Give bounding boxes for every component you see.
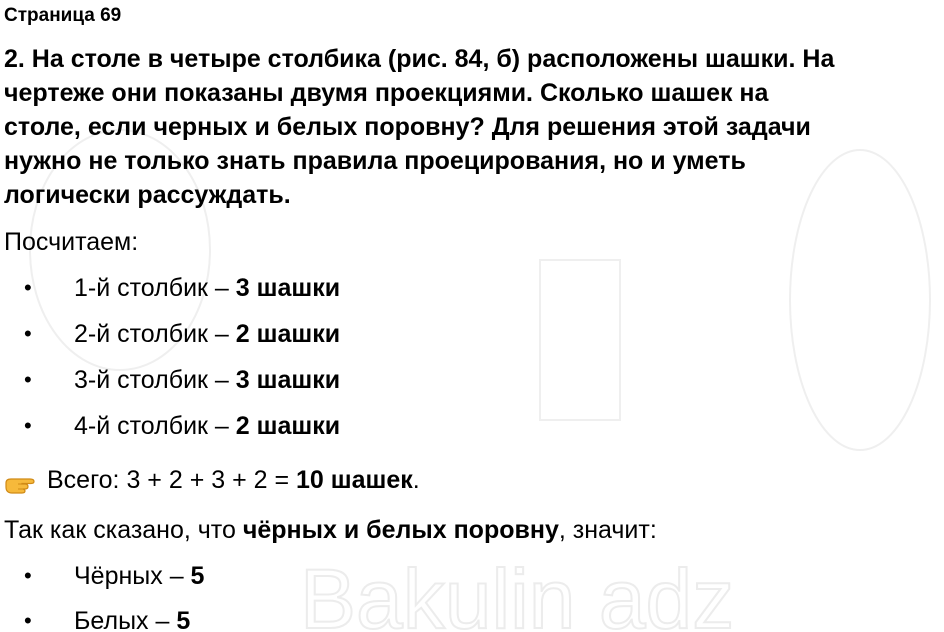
- column-label: 2-й столбик –: [74, 320, 236, 348]
- list-item-text: [74, 272, 340, 304]
- result-value: 5: [176, 607, 191, 632]
- total-line: [4, 463, 420, 497]
- task-line: 2. На столе в четыре столбика (рис. 84, б) расположены шашки. На: [4, 45, 835, 73]
- total-suffix: .: [412, 466, 420, 494]
- task-line: логически рассуждать.: [4, 181, 291, 209]
- conclusion-prefix: Так как сказано, что: [4, 516, 243, 544]
- conclusion-text: [4, 514, 657, 546]
- bullet-dot: •: [24, 367, 32, 392]
- list-item-text: [74, 364, 340, 396]
- bullet-dot: •: [24, 563, 32, 588]
- task-line: нужно не только знать правила проецирования, но и уметь: [4, 147, 746, 175]
- bullet-dot: •: [24, 321, 32, 346]
- bullet-dot: •: [24, 608, 32, 632]
- conclusion-suffix: , значит:: [558, 516, 657, 544]
- total-value: 10 шашек: [296, 466, 413, 494]
- total-prefix: Всего: 3 + 2 + 3 + 2 =: [47, 466, 297, 494]
- watermark-text: Bakulin adz: [300, 552, 735, 632]
- column-value: 2 шашки: [235, 412, 341, 440]
- column-value: 3 шашки: [235, 274, 341, 302]
- result-value: 5: [190, 562, 205, 590]
- bullet-dot: •: [24, 275, 32, 300]
- column-value: 3 шашки: [235, 366, 341, 394]
- task-line: столе, если черных и белых поровну? Для решения этой задачи: [4, 113, 811, 141]
- bullet-dot: •: [24, 413, 32, 438]
- conclusion-bold: чёрных и белых поровну: [242, 516, 559, 544]
- column-label: 4-й столбик –: [74, 412, 236, 440]
- intro-text: Посчитаем:: [4, 228, 139, 256]
- pointing-hand-icon: [4, 469, 42, 489]
- column-label: 3-й столбик –: [74, 366, 236, 394]
- task-text: [4, 42, 944, 212]
- result-label: Чёрных –: [74, 562, 191, 590]
- column-label: 1-й столбик –: [74, 274, 236, 302]
- task-line: чертеже они показаны двумя проекциями. Сколько шашек на: [4, 79, 769, 107]
- list-item-text: [74, 410, 340, 442]
- list-item-text: [74, 560, 204, 592]
- page-label: Страница 69: [4, 5, 122, 26]
- list-item-text: [74, 318, 340, 350]
- result-label: Белых –: [74, 607, 177, 632]
- list-item-text: [74, 605, 190, 632]
- column-value: 2 шашки: [235, 320, 341, 348]
